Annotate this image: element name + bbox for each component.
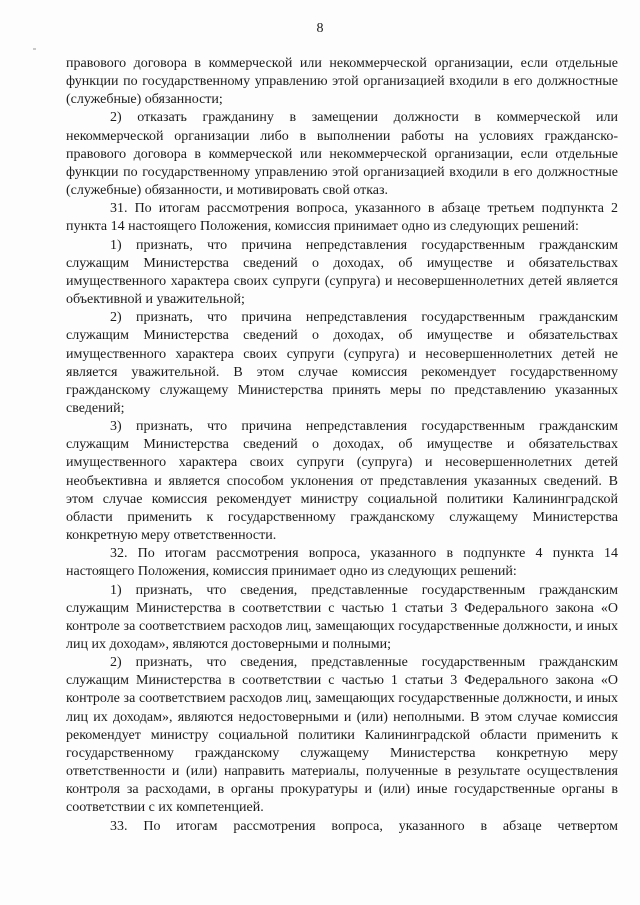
paragraph: 2) отказать гражданину в замещении должности в коммерческой или некоммерческой организации либо в выполнении работы на условиях гражданско-правового договора в коммерческой или некоммерческой организации, если отдельные функции по государственному управлению этой организацией входили в его должностные (служебные) обязанности, и мотивировать свой отказ. (66, 110, 618, 199)
paragraph: 33. По итогам рассмотрения вопроса, указанного в абзаце четвертом (110, 818, 618, 834)
paragraph: 3) признать, что причина непредставления государственным гражданским служащим Министерства сведений о доходах, об имуществе и обязательствах имущественного характера своих супруги (супруга) и несовершеннолетних детей необъективна и является способом уклонения от представления указанных сведений. В этом случае комиссия рекомендует министру социальной политики Калининградской области применить к государственному гражданскому служащему Министерства конкретную меру ответственности. (66, 419, 618, 544)
paragraph: 1) признать, что причина непредставления государственным гражданским служащим Министерства сведений о доходах, об имуществе и обязательствах имущественного характера своих супруги (супруга) и несовершеннолетних детей является объективной и уважительной; (66, 237, 618, 308)
paragraph: 32. По итогам рассмотрения вопроса, указанного в подпункте 4 пункта 14 настоящего Положения, комиссия принимает одно из следующих решений: (66, 546, 618, 580)
document-body (66, 55, 618, 836)
paragraph: 31. По итогам рассмотрения вопроса, указанного в абзаце третьем подпункта 2 пункта 14 настоящего Положения, комиссия принимает одно из следующих решений: (66, 201, 618, 235)
paragraph: 1) признать, что сведения, представленные государственным гражданским служащим Министерства в соответствии с частью 1 статьи 3 Федерального закона «О контроле за соответствием расходов лиц, замещающих государственные должности, и иных лиц их доходам», являются достоверными и полными; (66, 582, 618, 652)
page-number: 8 (316, 21, 324, 36)
scan-speck (33, 48, 36, 50)
paragraph: 2) признать, что сведения, представленные государственным гражданским служащим Министерства в соответствии с частью 1 статьи 3 Федерального закона «О контроле за соответствием расходов лиц, замещающих государственные должности, и иных лиц их доходам», являются недостоверными и (или) неполными. В этом случае комиссия рекомендует министру социальной политики Калининградской области применить к государственному гражданскому служащему Министерства конкретную меру ответственности и (или) направить материалы, полученные в результате осуществления контроля за расходами, в органы прокуратуры и (или) иные государственные органы в соответствии с их компетенцией. (66, 655, 618, 816)
paragraph: 2) признать, что причина непредставления государственным гражданским служащим Министерства сведений о доходах, об имуществе и обязательствах имущественного характера своих супруги (супруга) и несовершеннолетних детей не является уважительной. В этом случае комиссия рекомендует государственному гражданскому служащему Министерства принять меры по представлению указанных сведений; (66, 310, 618, 416)
paragraph: правового договора в коммерческой или некоммерческой организации, если отдельные функции по государственному управлению этой организацией входили в его должностные (служебные) обязанности; (66, 56, 618, 108)
